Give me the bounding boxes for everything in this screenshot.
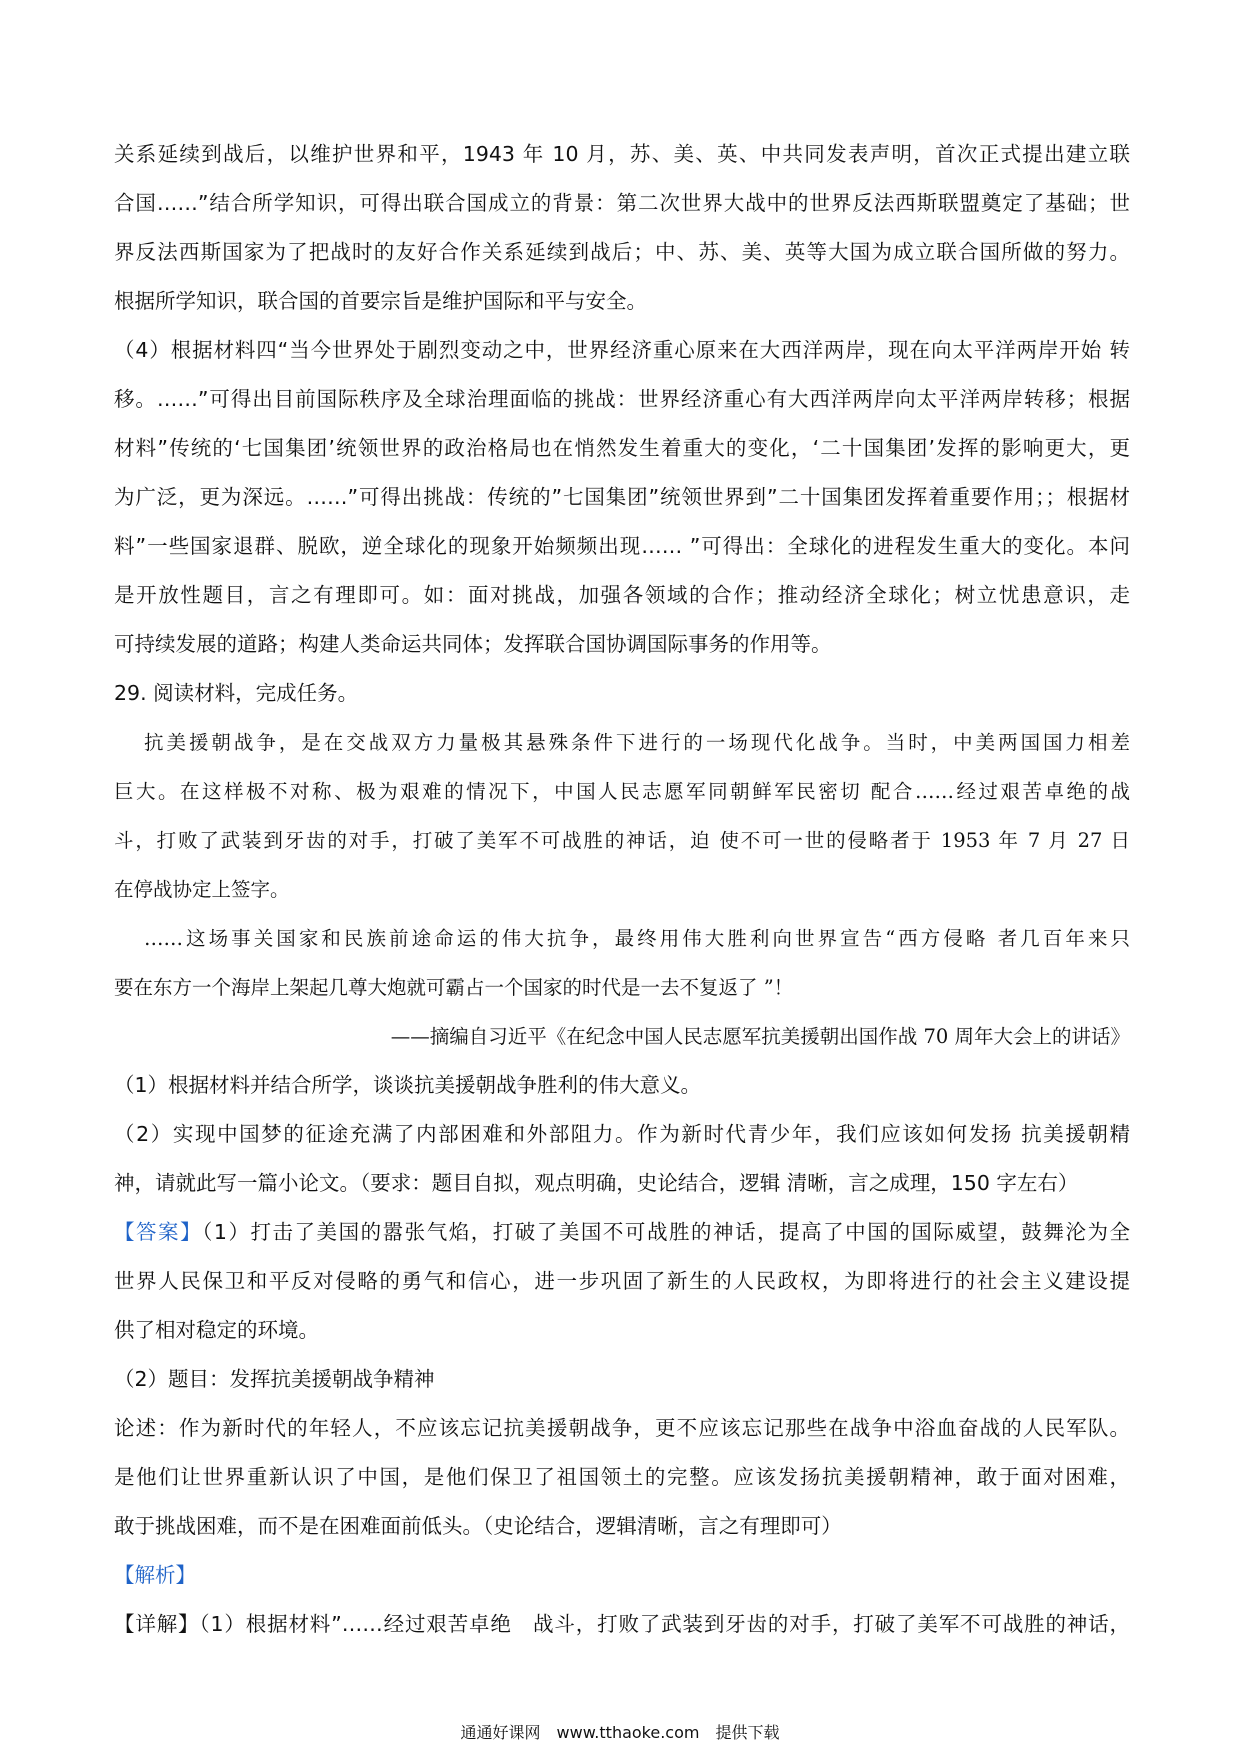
quote-line: 巨大。在这样极不对称、极为艰难的情况下，中国人民志愿军同朝鲜军民密切 配合……经过艰苦卓绝的战 <box>114 780 1130 803</box>
question-heading: 29. 阅读材料，完成任务。 <box>114 681 359 705</box>
page-footer: 通通好课网 www.tthaoke.com 提供下载 <box>460 1723 780 1742</box>
answer-line: 世界人民保卫和平反对侵略的勇气和信心，进一步巩固了新生的人民政权，为即将进行的社会主义建设提 <box>114 1269 1130 1293</box>
quote-line: 抗美援朝战争，是在交战双方力量极其悬殊条件下进行的一场现代化战争。当时，中美两国国力相差 <box>144 731 1130 754</box>
text-line: 料”一些国家退群、脱欧，逆全球化的现象开始频频出现…… ”可得出：全球化的进程发生重大的变化。本问 <box>114 534 1130 558</box>
quote-line: 斗，打败了武装到牙齿的对手，打破了美军不可战胜的神话，迫 使不可一世的侵略者于 1953 年 7 月 27 日 <box>114 829 1130 852</box>
task-line: （1）根据材料并结合所学，谈谈抗美援朝战争胜利的伟大意义。 <box>114 1073 702 1097</box>
quote-line: 在停战协定上签字。 <box>114 878 290 901</box>
detail-line <box>114 1600 1130 1649</box>
analysis-tag: 【解析】 <box>114 1563 196 1587</box>
text-line: 合国……”结合所学知识，可得出联合国成立的背景：第二次世界大战中的世界反法西斯联盟奠定了基础；世 <box>114 191 1130 215</box>
answer-line: （2）题目：发挥抗美援朝战争精神 <box>114 1367 435 1391</box>
answer-line: 是他们让世界重新认识了中国，是他们保卫了祖国领土的完整。应该发扬抗美援朝精神，敢于面对困难， <box>114 1465 1130 1489</box>
text-line: 界反法西斯国家为了把战时的友好合作关系延续到战后；中、苏、美、英等大国为成立联合国所做的努力。 <box>114 240 1130 264</box>
text-line: 为广泛，更为深远。……”可得出挑战：传统的”七国集团”统领世界到”二十国集团发挥着重要作用；；根据材 <box>114 485 1130 509</box>
quote-line: 要在东方一个海岸上架起几尊大炮就可霸占一个国家的时代是一去不复返了 ”！ <box>114 976 794 999</box>
answer-line: 敢于挑战困难，而不是在困难面前低头。（史论结合，逻辑清晰，言之有理即可） <box>114 1514 842 1538</box>
task-line: 神，请就此写一篇小论文。（要求：题目自拟，观点明确，史论结合，逻辑 清晰，言之成理，150 字左右） <box>114 1171 1079 1195</box>
text-line: 可持续发展的道路；构建人类命运共同体；发挥联合国协调国际事务的作用等。 <box>114 632 832 656</box>
quote-source: ——摘编自习近平《在纪念中国人民志愿军抗美援朝出国作战 70 周年大会上的讲话》 <box>390 1025 1130 1048</box>
detail-tag: 【详解】 <box>114 1612 200 1636</box>
document-body <box>114 130 1130 1649</box>
answer-text: （1）打击了美国的嚣张气焰，打破了美国不可战胜的神话，提高了中国的国际威望，鼓舞沦为全 <box>202 1220 1130 1244</box>
quote-line: ……这场事关国家和民族前途命运的伟大抗争，最终用伟大胜利向世界宣告“西方侵略 者几百年来只 <box>144 927 1130 950</box>
answer-tag: 【答案】 <box>114 1220 203 1244</box>
answer-line <box>114 1208 1130 1257</box>
text-line: 是开放性题目，言之有理即可。如：面对挑战，加强各领域的合作；推动经济全球化；树立忧患意识，走 <box>114 583 1130 607</box>
text-line: 关系延续到战后，以维护世界和平，1943 年 10 月，苏、美、英、中共同发表声明，首次正式提出建立联 <box>114 142 1130 166</box>
text-line: 材料”传统的‘七国集团’统领世界的政治格局也在悄然发生着重大的变化，‘二十国集团’发挥的影响更大，更 <box>114 436 1130 460</box>
answer-line: 论述：作为新时代的年轻人，不应该忘记抗美援朝战争，更不应该忘记那些在战争中浴血奋战的人民军队。 <box>114 1416 1130 1440</box>
task-line: （2）实现中国梦的征途充满了内部困难和外部阻力。作为新时代青少年，我们应该如何发扬 抗美援朝精 <box>114 1122 1130 1146</box>
text-line: 根据所学知识，联合国的首要宗旨是维护国际和平与安全。 <box>114 289 647 313</box>
answer-line: 供了相对稳定的环境。 <box>114 1318 319 1342</box>
text-line: （4）根据材料四“当今世界处于剧烈变动之中，世界经济重心原来在大西洋两岸，现在向太平洋两岸开始 转 <box>114 338 1130 362</box>
detail-text: （1）根据材料”……经过艰苦卓绝 战斗，打败了武装到牙齿的对手，打破了美军不可战胜的神话， <box>199 1612 1130 1636</box>
text-line: 移。……”可得出目前国际秩序及全球治理面临的挑战：世界经济重心有大西洋两岸向太平洋两岸转移；根据 <box>114 387 1130 411</box>
